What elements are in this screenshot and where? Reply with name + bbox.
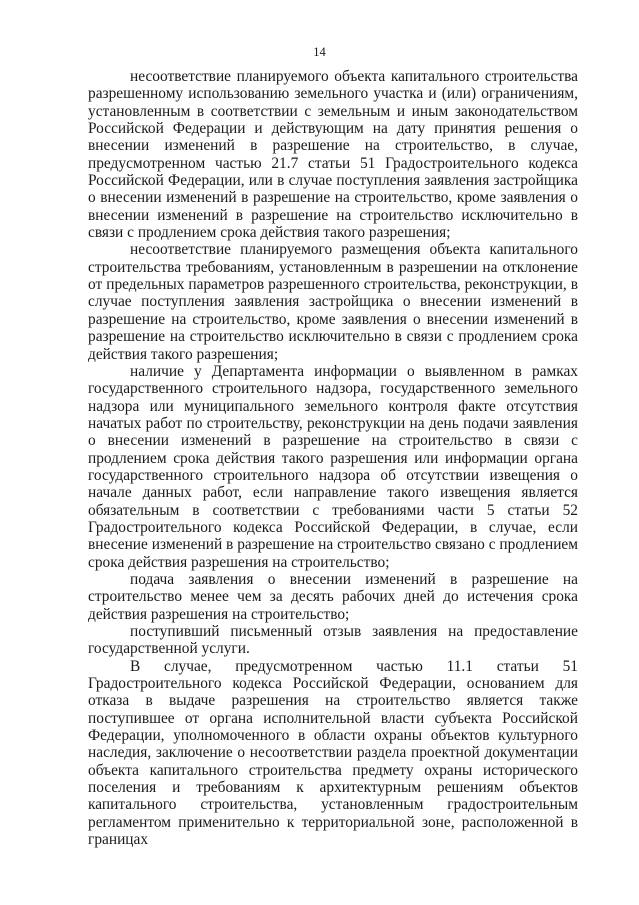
paragraph-non-compliance-permitted-use: несоответствие планируемого объекта капитального строительства разрешенному использованию земельного участка и (или) ограничениям, установленным в соответствии с земельным и иным законодательством Российской Федерации и действующим на дату принятия решения о внесении изменений в разрешение на строительство, в случае, предусмотренном частью 21.7 статьи 51 Градостроительного кодекса Российской Федерации, или в случае поступления заявления застройщика о внесении изменений в разрешение на строительство, кроме заявления о внесении изменений в разрешение на строительство исключительно в связи с продлением срока действия такого разрешения; xyxy=(88,68,578,242)
paragraph-non-compliance-deviation-permit: несоответствие планируемого размещения объекта капитального строительства требованиям, установленным в разрешении на отклонение от предельных параметров разрешенного строительства, реконструкции, в случае поступления заявления застройщика о внесении изменений в разрешение на строительство, кроме заявления о внесении изменений в разрешение на строительство исключительно в связи с продлением срока действия такого разрешения; xyxy=(88,241,578,363)
document-body xyxy=(88,68,578,848)
page-number: 14 xyxy=(313,45,326,59)
paragraph-late-application: подача заявления о внесении изменений в разрешение на строительство менее чем за десять рабочих дней до истечения срока действия разрешения на строительство; xyxy=(88,570,578,623)
paragraph-department-information: наличие у Департамента информации о выявленном в рамках государственного строительного надзора, государственного земельного надзора или муниципального земельного контроля факте отсутствия начатых работ по строительству, реконструкции на день подачи заявления о внесении изменений в разрешение на строительство в связи с продлением срока действия такого разрешения или информации органа государственного строительного надзора об отсутствии извещения о начале данных работ, если направление такого извещения является обязательным в соответствии с требованиями части 5 статьи 52 Градостроительного кодекса Российской Федерации, в случае, если внесение изменений в разрешение на строительство связано с продлением срока действия разрешения на строительство; xyxy=(88,362,578,571)
paragraph-cultural-heritage-case: В случае, предусмотренном частью 11.1 статьи 51 Градостроительного кодекса Российской Федерации, основанием для отказа в выдаче разрешения на строительство является также поступившее от органа исполнительной власти субъекта Российской Федерации, уполномоченного в области охраны объектов культурного наследия, заключение о несоответствии раздела проектной документации объекта капитального строительства предмету охраны исторического поселения и требованиям к архитектурным решениям объектов капитального строительства, установленным градостроительным регламентом применительно к территориальной зоне, расположенной в границах xyxy=(88,657,578,849)
paragraph-application-withdrawal: поступивший письменный отзыв заявления на предоставление государственной услуги. xyxy=(88,623,578,658)
